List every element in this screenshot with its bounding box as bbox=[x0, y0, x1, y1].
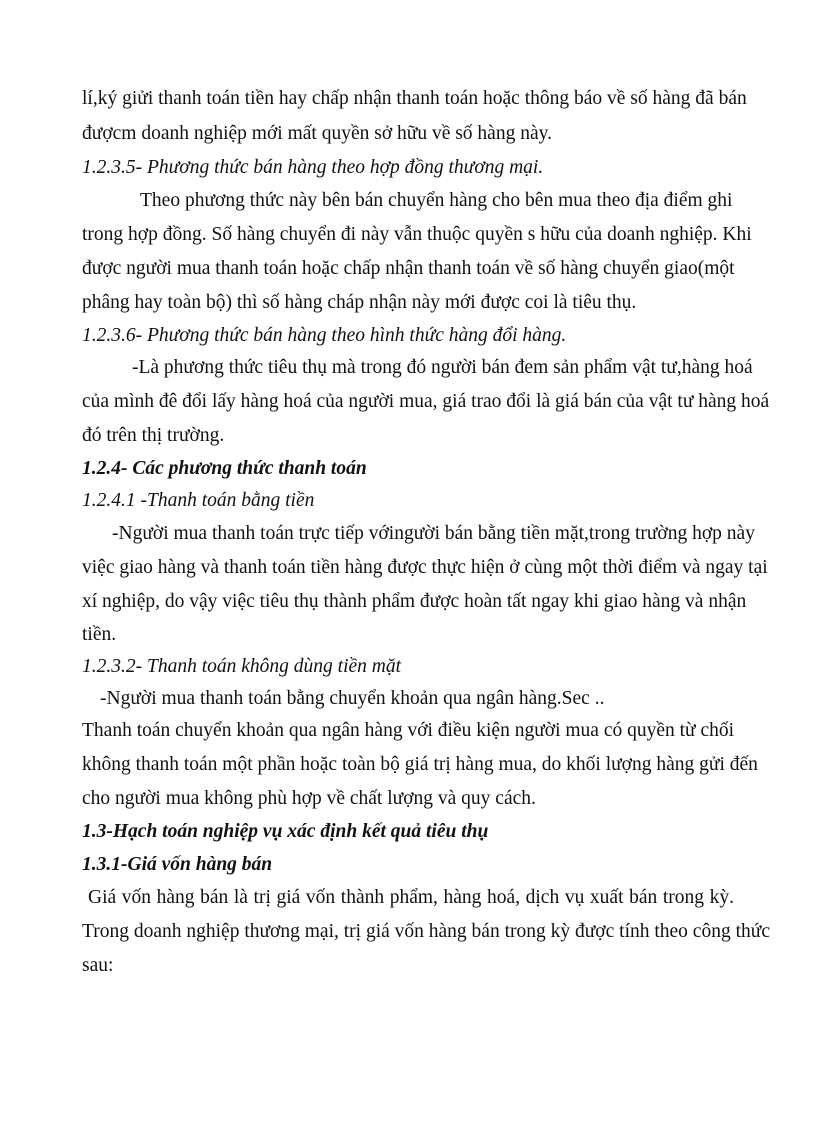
body-text-line: tiền. bbox=[82, 624, 117, 645]
section-heading: 1.3.1-Giá vốn hàng bán bbox=[82, 854, 273, 875]
body-text-line: Trong doanh nghiệp thương mại, trị giá vốn hàng bán trong kỳ được tính theo công thức bbox=[82, 921, 770, 942]
body-text-line: Giá vốn hàng bán là trị giá vốn thành phẩm, hàng hoá, dịch vụ xuất bán trong kỳ. bbox=[88, 887, 734, 908]
body-text-line: sau: bbox=[82, 955, 114, 976]
body-text-line: đó trên thị trường. bbox=[82, 425, 225, 446]
section-heading: 1.2.4- Các phương thức thanh toán bbox=[82, 458, 367, 479]
body-text-line: lí,ký giửi thanh toán tiền hay chấp nhận thanh toán hoặc thông báo về số hàng đã bán bbox=[82, 88, 747, 109]
body-text-line: Thanh toán chuyển khoản qua ngân hàng với điều kiện người mua có quyền từ chối bbox=[82, 720, 735, 741]
body-text-line: trong hợp đồng. Số hàng chuyển đi này vẫn thuộc quyền s hữu của doanh nghiệp. Khi bbox=[82, 224, 752, 245]
subsection-heading: 1.2.3.2- Thanh toán không dùng tiền mặt bbox=[82, 656, 402, 677]
body-text-line: đượcm doanh nghiệp mới mất quyền sở hữu về số hàng này. bbox=[82, 123, 552, 144]
subsection-heading: 1.2.3.5- Phương thức bán hàng theo hợp đồng thương mại. bbox=[82, 157, 544, 178]
body-text-line: -Người mua thanh toán trực tiếp vớingười bán bằng tiền mặt,trong trường hợp này bbox=[112, 523, 755, 544]
body-text-line: phâng hay toàn bộ) thì số hàng cháp nhận này mới được coi là tiêu thụ. bbox=[82, 292, 637, 313]
body-text-line: việc giao hàng và thanh toán tiền hàng được thực hiện ở cùng một thời điểm và ngay tại bbox=[82, 557, 768, 578]
body-text-line: không thanh toán một phần hoặc toàn bộ giá trị hàng mua, do khối lượng hàng gửi đến bbox=[82, 754, 758, 775]
body-text-line: được người mua thanh toán hoặc chấp nhận thanh toán về số hàng chuyển giao(một bbox=[82, 258, 735, 279]
section-heading: 1.3-Hạch toán nghiệp vụ xác định kết quả tiêu thụ bbox=[82, 821, 489, 842]
body-text-line: -Là phương thức tiêu thụ mà trong đó người bán đem sản phẩm vật tư,hàng hoá bbox=[132, 357, 753, 378]
subsection-heading: 1.2.4.1 -Thanh toán bằng tiền bbox=[82, 490, 315, 511]
body-text-line: của mình đê đổi lấy hàng hoá của người mua, giá trao đổi là giá bán của vật tư hàng hoá bbox=[82, 391, 770, 412]
subsection-heading: 1.2.3.6- Phương thức bán hàng theo hình thức hàng đổi hàng. bbox=[82, 325, 567, 346]
body-text-line: cho người mua không phù hợp về chất lượng và quy cách. bbox=[82, 788, 536, 809]
body-text-line: Theo phương thức này bên bán chuyển hàng cho bên mua theo địa điểm ghi bbox=[140, 190, 733, 211]
body-text-line: xí nghiệp, do vậy việc tiêu thụ thành phẩm được hoàn tất ngay khi giao hàng và nhận bbox=[82, 591, 747, 612]
body-text-line: -Người mua thanh toán bằng chuyển khoản qua ngân hàng.Sec .. bbox=[100, 688, 605, 709]
